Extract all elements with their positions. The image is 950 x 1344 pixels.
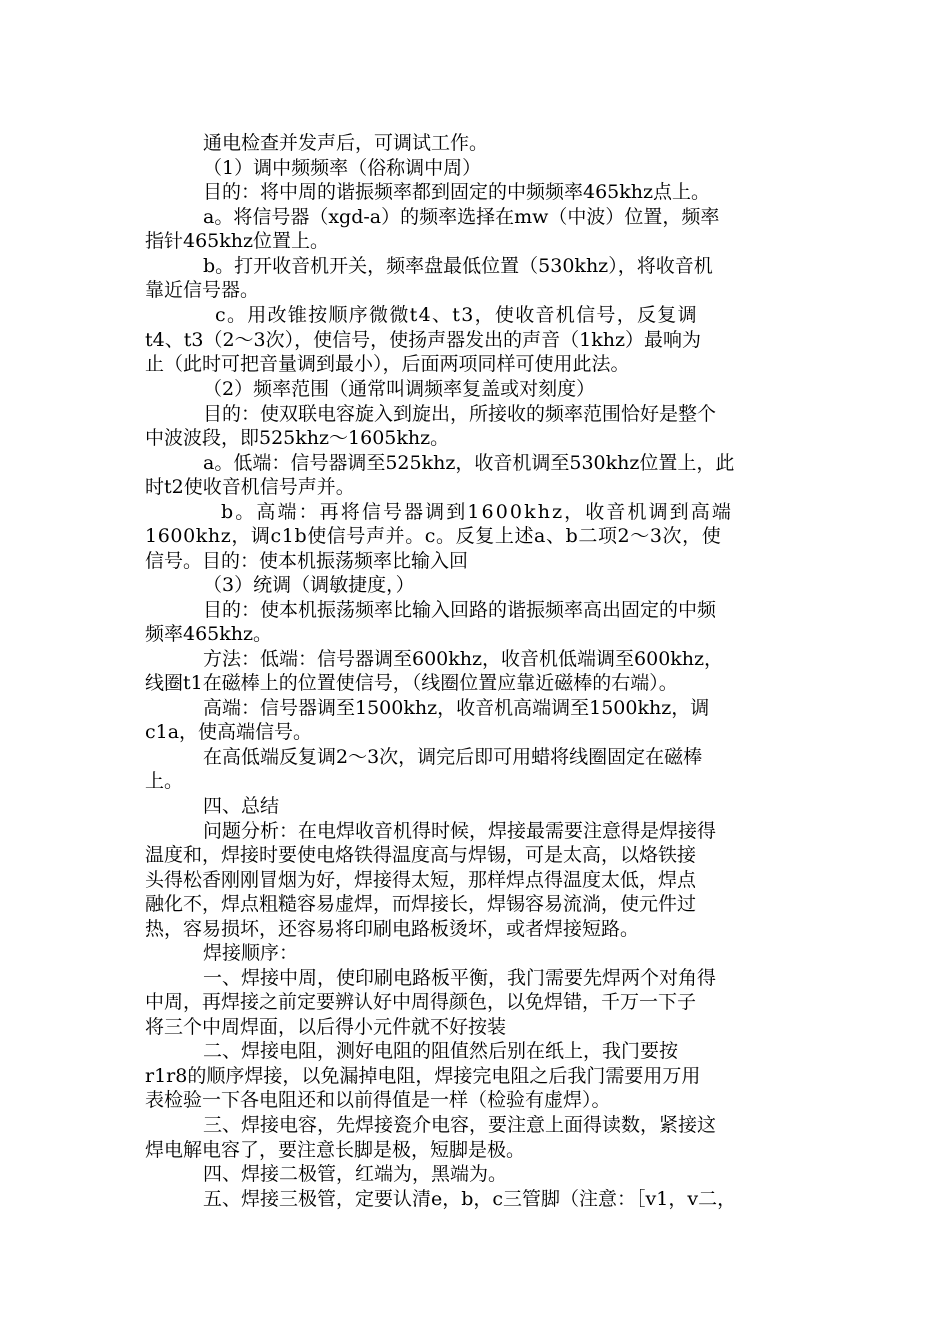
text-line: 热，容易损坏，还容易将印刷电路板烫坏，或者焊接短路。 [145, 918, 640, 940]
text-line: （3）统调（调敏捷度，） [203, 574, 415, 596]
text-line: 信号。目的：使本机振荡频率比输入回 [145, 550, 469, 572]
text-line: b。高端：再将信号器调到1600khz，收音机调到高端 [221, 501, 733, 523]
text-line: 时t2使收音机信号声并。 [145, 476, 355, 498]
text-line: 1600khz，调c1b使信号声并。c。反复上述a、b二项2～3次，使 [145, 525, 722, 547]
text-line: 目的：使本机振荡频率比输入回路的谐振频率高出固定的中频 [203, 599, 717, 621]
text-line: 问题分析：在电焊收音机得时候，焊接最需要注意得是焊接得 [203, 820, 717, 842]
text-line: 表检验一下各电阻还和以前得值是一样（检验有虚焊）。 [145, 1089, 611, 1111]
text-line: 上。 [145, 770, 184, 792]
text-line: 中周，再焊接之前定要辨认好中周得颜色，以免焊错，千万一下子 [145, 991, 697, 1013]
text-line: 四、焊接二极管，红端为，黑端为。 [203, 1163, 508, 1185]
text-line: 方法：低端：信号器调至600khz，收音机低端调至600khz， [203, 648, 724, 670]
text-line: c1a，使高端信号。 [145, 721, 313, 743]
text-line: （2）频率范围（通常叫调频率复盖或对刻度） [203, 378, 596, 400]
text-line: a。低端：信号器调至525khz，收音机调至530khz位置上，此 [203, 452, 735, 474]
text-line: 靠近信号器。 [145, 279, 260, 301]
text-line: 高端：信号器调至1500khz，收音机高端调至1500khz，调 [203, 697, 710, 719]
text-line: 在高低端反复调2～3次，调完后即可用蜡将线圈固定在磁棒 [203, 746, 703, 768]
text-line: 通电检查并发声后，可调试工作。 [203, 132, 489, 154]
text-line: 温度和，焊接时要使电烙铁得温度高与焊锡，可是太高，以烙铁接 [145, 844, 697, 866]
text-line: 二、焊接电阻，测好电阻的阻值然后别在纸上，我门要按 [203, 1040, 679, 1062]
text-line: 融化不，焊点粗糙容易虚焊，而焊接长，焊锡容易流淌，使元件过 [145, 893, 697, 915]
text-line: 指针465khz位置上。 [145, 230, 330, 252]
text-line: （1）调中频频率（俗称调中周） [203, 157, 482, 179]
text-line: b。打开收音机开关，频率盘最低位置（530khz），将收音机 [203, 255, 713, 277]
text-line: r1r8的顺序焊接，以免漏掉电阻，焊接完电阻之后我门需要用万用 [145, 1065, 701, 1087]
text-line: 焊电解电容了，要注意长脚是极，短脚是极。 [145, 1139, 526, 1161]
text-line: 五、焊接三极管，定要认清e，b，c三管脚（注意：［v1，v二， [203, 1188, 737, 1210]
text-line: a。将信号器（xgd-a）的频率选择在mw（中波）位置，频率 [203, 206, 720, 228]
text-line: 将三个中周焊面，以后得小元件就不好按装 [145, 1016, 507, 1038]
text-line: 频率465khz。 [145, 623, 273, 645]
text-line: 三、焊接电容，先焊接瓷介电容，要注意上面得读数，紧接这 [203, 1114, 717, 1136]
text-line: c。用改锥按顺序微微t4、t3，使收音机信号，反复调 [215, 304, 698, 326]
text-line: 止（此时可把音量调到最小），后面两项同样可使用此法。 [145, 353, 630, 375]
text-line: 四、总结 [203, 795, 280, 817]
text-line: 目的：使双联电容旋入到旋出，所接收的频率范围恰好是整个 [203, 403, 717, 425]
text-line: 线圈t1在磁棒上的位置使信号，（线圈位置应靠近磁棒的右端）。 [145, 672, 678, 694]
text-line: 头得松香刚刚冒烟为好，焊接得太短，那样焊点得温度太低，焊点 [145, 869, 697, 891]
text-line: 焊接顺序： [203, 942, 299, 964]
text-line: 中波波段，即525khz～1605khz。 [145, 427, 450, 449]
text-line: t4、t3（2～3次），使信号，使扬声器发出的声音（1khz）最响为 [145, 329, 701, 351]
text-line: 一、焊接中周，使印刷电路板平衡，我门需要先焊两个对角得 [203, 967, 717, 989]
text-line: 目的：将中周的谐振频率都到固定的中频频率465khz点上。 [203, 181, 711, 203]
